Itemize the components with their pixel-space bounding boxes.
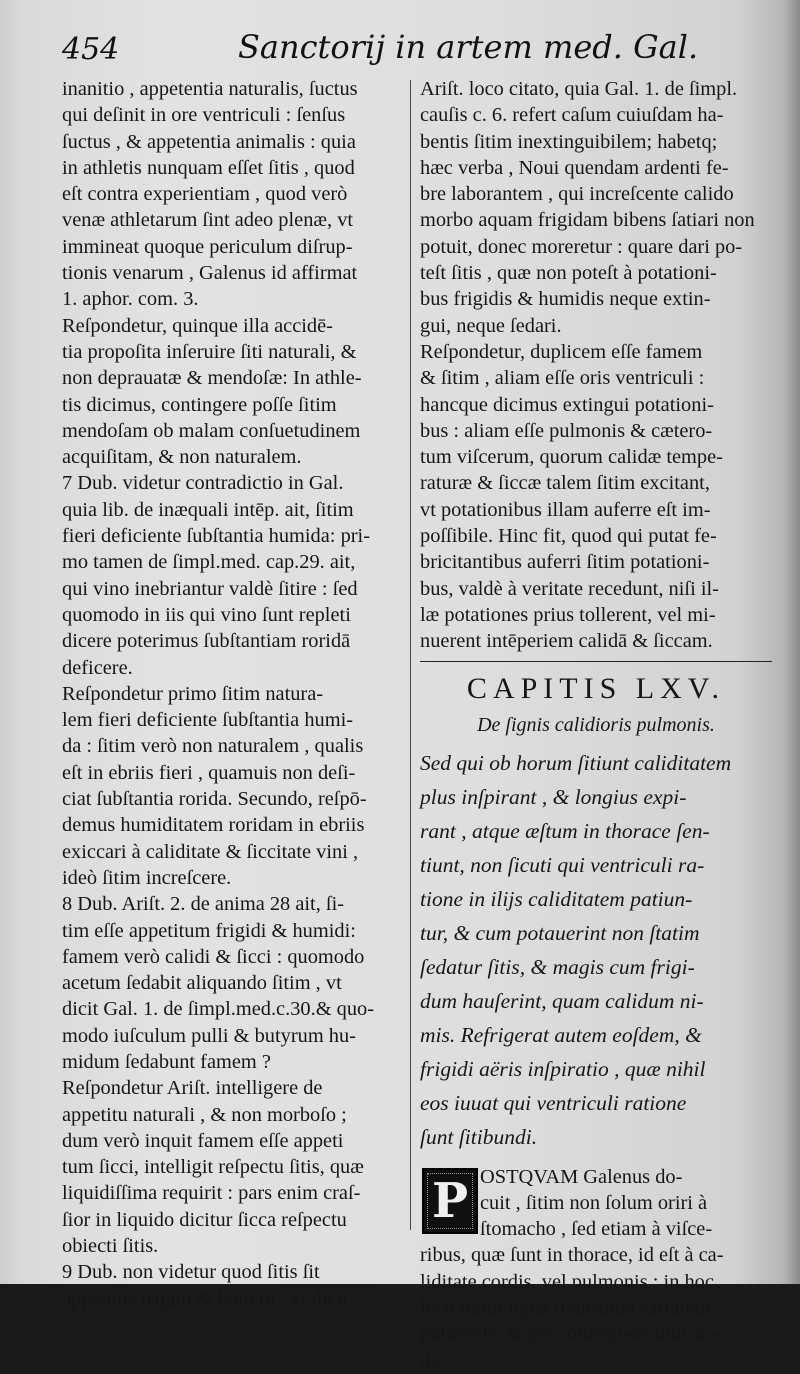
text-line: vt potationibus illam auferre eſt im- [420,498,711,521]
text-line: tum ſicci, intelligit reſpectu ſitis, quæ [62,1156,364,1179]
text-line: inanitio , appetentia naturalis, ſuctus [62,78,358,100]
text-line: dum verò inquit famem eſſe appeti [62,1129,344,1152]
text-line: Ariſt. loco citato, quia Gal. 1. de ſimpl. [420,78,738,100]
text-line: da : ſitim verò non naturalem , qualis [62,735,364,758]
text-line: tione in ilijs caliditatem patiun- [420,886,693,911]
text-line: tis dicimus, contingere poſſe ſitim [62,393,337,416]
text-line: demus humiditatem roridam in ebriis [62,814,365,837]
text-line: tia [420,1349,441,1372]
text-line: plus inſpirant , & longius expi- [420,784,687,809]
text-line: bus : aliam eſſe pulmonis & cætero- [420,419,713,442]
text-line: 9 Dub. non videtur quod ſitis ſit [62,1261,320,1284]
text-line: frigidi aëris inſpiratio , quæ nihil [420,1056,706,1081]
text-line: midum ſedabunt famem ? [62,1050,271,1073]
column-divider [410,80,411,1230]
text-line: raturæ & ſiccæ talem ſitim excitant, [420,472,710,495]
text-line: pulmonis, & per conſequens indican- [420,1323,722,1346]
text-line: mo tamen de ſimpl.med. cap.29. ait, [62,551,356,574]
right-column [420,76,772,1374]
text-line: liditate cordis, vel pulmonis : in hoc [420,1270,714,1293]
text-line: famem verò calidi & ſicci : quomodo [62,945,365,968]
text-line: potuit, donec moreretur : quare dari po- [420,235,743,258]
text-line: bricitantibus auferri ſitim potationi- [420,551,710,574]
text-line: tia propoſita inſeruire ſiti naturali, & [62,340,357,363]
text-line: Reſpondetur Ariſt. intelligere de [62,1077,323,1100]
decorated-initial: P [422,1168,478,1234]
text-line: Reſpondetur, quinque illa accidē- [62,314,333,337]
text-line: acquiſitam, & non naturalem. [62,446,302,469]
text-line: appetitu naturali , & non morboſo ; [62,1103,347,1126]
text-line: acetum ſedabit aliquando ſitim , vt [62,972,342,995]
text-line: dum hauſerint, quam calidum ni- [420,988,704,1013]
text-line: 1. aphor. com. 3. [62,288,199,311]
text-line: immineat quoque periculum diſrup- [62,235,353,258]
text-line: in athletis nunquam eſſet ſitis , quod [62,156,355,179]
text-line: rant , atque æſtum in thorace ſen- [420,818,710,843]
text-line: gui, neque ſedari. [420,314,562,337]
text-line: ſedatur ſitis, & magis cum frigi- [420,954,695,979]
text-line: eſt contra experientiam , quod verò [62,183,348,206]
running-title: Sanctorij in artem med. Gal. [238,28,699,66]
text-line: mis. Refrigerat autem eoſdem, & [420,1022,702,1047]
right-column-text [420,76,772,655]
page-number: 454 [62,32,120,67]
lemma-text [420,746,772,1154]
text-line: bre laborantem , qui increſcente calido [420,183,734,206]
commentary [420,1164,772,1374]
text-line: ſior in liquido dicitur ſicca reſpectu [62,1208,347,1231]
text-line: bus, valdè à veritate recedunt, niſi il- [420,577,719,600]
text-line: OSTQVAM Galenus do- [480,1165,683,1188]
text-line: Reſpondetur primo ſitim natura- [62,682,324,705]
chapter-rule [420,661,772,662]
text-line: ſunt ſitibundi. [420,1124,538,1149]
text-line: modo iuſculum pulli & butyrum hu- [62,1024,356,1047]
text-line: hancque dicimus extingui potationi- [420,393,714,416]
text-line: bus frigidis & humidis neque extin- [420,288,711,311]
text-line: Reſpondetur, duplicem eſſe famem [420,340,703,363]
text-line: dicit Gal. 1. de ſimpl.med.c.30.& quo- [62,998,375,1021]
text-line: liquidiſſima requirit : pars enim craſ- [62,1182,361,1205]
text-line: mendoſam ob malam conſuetudinem [62,419,361,442]
text-line: teſt ſitis , quæ non poteſt à potationi- [420,262,717,285]
text-line: ciat ſubſtantia rorida. Secundo, reſpō- [62,788,367,811]
text-line: fieri deficiente ſubſtantia humida: pri- [62,525,371,548]
text-line: lem fieri deficiente ſubſtantia humi- [62,709,354,732]
text-line: & ſitim , aliam eſſe oris ventriculi : [420,367,705,390]
text-line: quomodo in iis qui vino ſunt repleti [62,603,351,626]
text-line: appetitus frigidi & humidi , vt dicit [62,1287,349,1310]
text-line: poſſibile. Hinc fit, quod qui putat fe- [420,525,717,548]
text-line: ribus, quæ ſunt in thorace, id eſt à ca- [420,1244,724,1267]
left-column [62,76,407,1312]
text-line: venæ athletarum ſint adeo plenæ, vt [62,209,354,232]
text-line: quia lib. de inæquali intēp. ait, ſitim [62,498,354,521]
text-line: qui deſinit in ore ventriculi : ſenſus [62,104,346,127]
text-line: tiunt, non ſicuti qui ventriculi ra- [420,852,705,877]
text-line: nuerent intēperiem calidā & ſiccam. [420,630,713,653]
text-line: cauſis c. 6. refert caſum cuiuſdam ha- [420,104,724,127]
text-line: eos iuuat qui ventriculi ratione [420,1090,687,1115]
text-line: qui vino inebriantur valdè ſitire : ſed [62,577,358,600]
text-line: morbo aquam frigidam bibens ſatiari non [420,209,755,232]
chapter-subtitle: De ſignis calidioris pulmonis. [477,713,715,736]
text-line: 7 Dub. videtur contradictio in Gal. [62,472,344,495]
text-line: cuit , ſitim non ſolum oriri à [480,1191,708,1214]
text-line: Sed qui ob horum ſitiunt caliditatem [420,750,732,775]
text-line: dicere poterimus ſubſtantiam roridā [62,630,351,653]
text-line: eſt in ebriis fieri , quamuis non deſi- [62,761,356,784]
chapter-title: CAPITIS LXV. [466,671,726,705]
text-line: non deprauatæ & mendoſæ: In athle- [62,367,362,390]
text-line: tionis venarum , Galenus id affirmat [62,262,358,285]
text-line: hæc verba , Noui quendam ardenti fe- [420,156,729,179]
text-line: bentis ſitim inextinguibilem; habetq; [420,130,718,153]
text-line: ſtomacho , ſed etiam à viſce- [480,1218,713,1241]
text-line: ſuctus , & appetentia animalis : quia [62,130,356,153]
text-line: tum viſcerum, quorum calidæ tempe- [420,446,723,469]
text-line: loco tradit ſigna indicantia caliditate [420,1297,715,1320]
text-line: deficere. [62,656,133,679]
text-line: exiccari à caliditate & ſiccitate vini , [62,840,359,863]
text-line: læ potationes prius tollerent, vel mi- [420,603,716,626]
text-line: 8 Dub. Ariſt. 2. de anima 28 ait, ſi- [62,893,345,916]
text-line: ideò ſitim increſcere. [62,866,232,889]
text-line: tur, & cum potauerint non ſtatim [420,920,700,945]
page-header [62,26,762,74]
text-line: tim eſſe appetitum frigidi & humidi: [62,919,356,942]
text-line: obiecti ſitis. [62,1235,159,1258]
